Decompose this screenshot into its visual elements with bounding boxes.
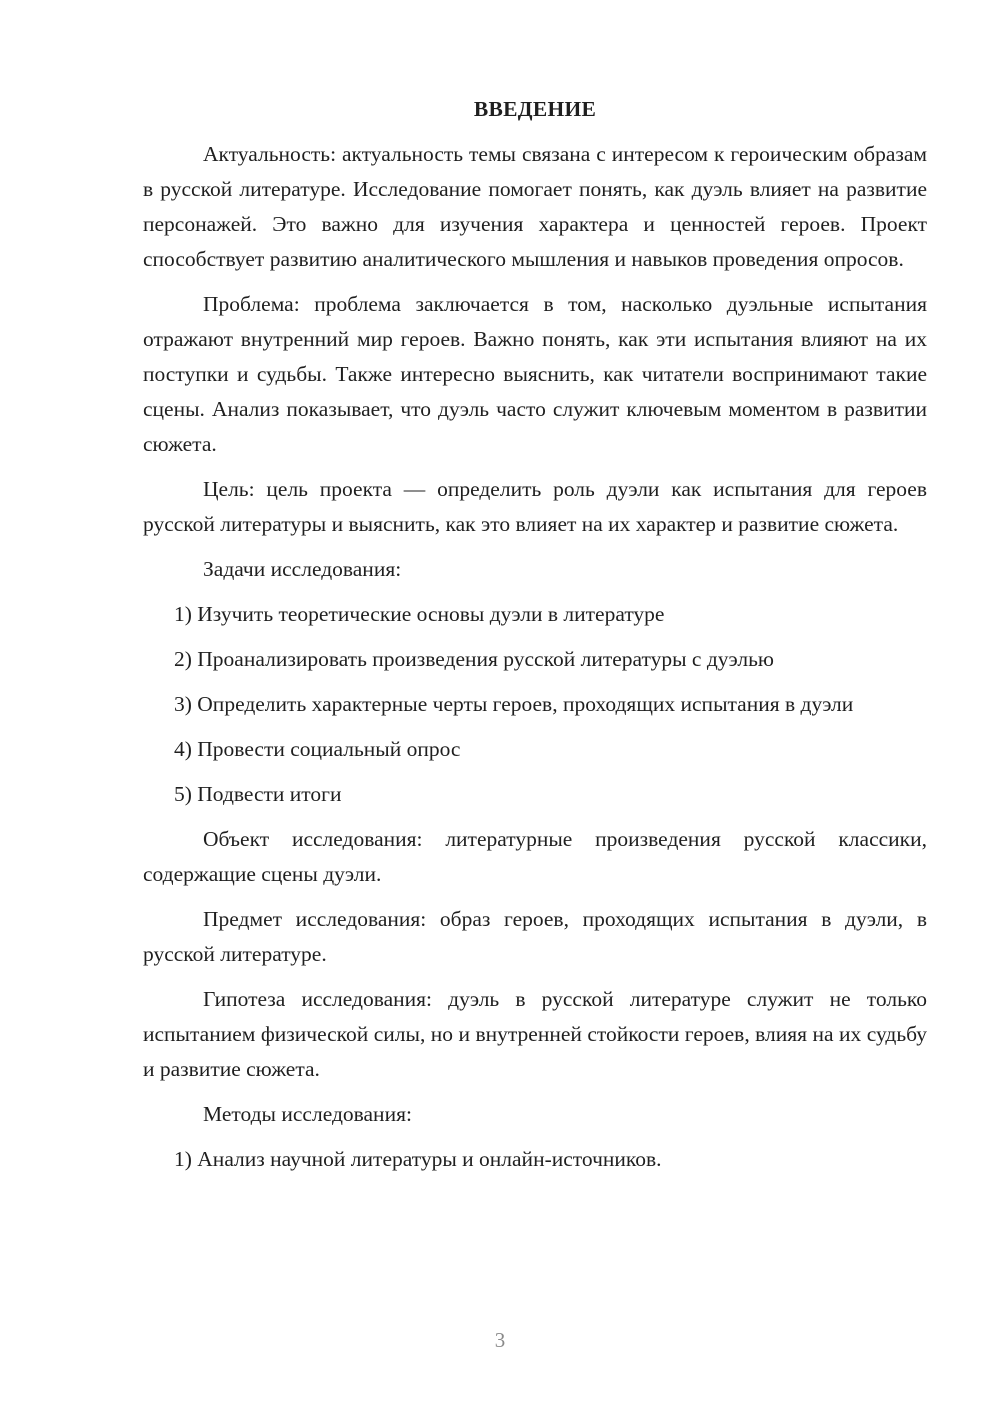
goal-paragraph: Цель: цель проекта — определить роль дуэли как испытания для героев русской литературы и выяснить, как это влияет на их характер и развитие сюжета. [143,477,927,536]
task-item: 2) Проанализировать произведения русской литературы с дуэлью [174,647,774,671]
page-number: 3 [494,1328,506,1352]
methods-heading: Методы исследования: [203,1102,412,1126]
relevance-paragraph: Актуальность: актуальность темы связана с интересом к героическим образам в русской литературе. Исследование помогает понять, как дуэль влияет на развитие персонажей. Это важно для изучения характера и ценностей героев. Проект способствует развитию аналитического мышления и навыков проведения опросов. [143,142,927,271]
hypothesis-paragraph: Гипотеза исследования: дуэль в русской литературе служит не только испытанием физической силы, но и внутренней стойкости героев, влияя на их судьбу и развитие сюжета. [143,987,927,1081]
subject-paragraph: Предмет исследования: образ героев, проходящих испытания в дуэли, в русской литературе. [143,907,927,966]
document-page [143,92,927,1187]
task-item: 1) Изучить теоретические основы дуэли в литературе [174,602,665,626]
task-item: 4) Провести социальный опрос [174,737,461,761]
method-item: 1) Анализ научной литературы и онлайн-источников. [174,1147,662,1171]
task-item: 5) Подвести итоги [174,782,342,806]
tasks-heading: Задачи исследования: [203,557,402,581]
object-paragraph: Объект исследования: литературные произведения русской классики, содержащие сцены дуэли. [143,827,927,886]
problem-paragraph: Проблема: проблема заключается в том, насколько дуэльные испытания отражают внутренний мир героев. Важно понять, как эти испытания влияют на их поступки и судьбы. Также интересно выяснить, как читатели воспринимают такие сцены. Анализ показывает, что дуэль часто служит ключевым моментом в развитии сюжета. [143,292,927,456]
task-item: 3) Определить характерные черты героев, проходящих испытания в дуэли [174,692,854,716]
page-title: ВВЕДЕНИЕ [473,97,597,121]
